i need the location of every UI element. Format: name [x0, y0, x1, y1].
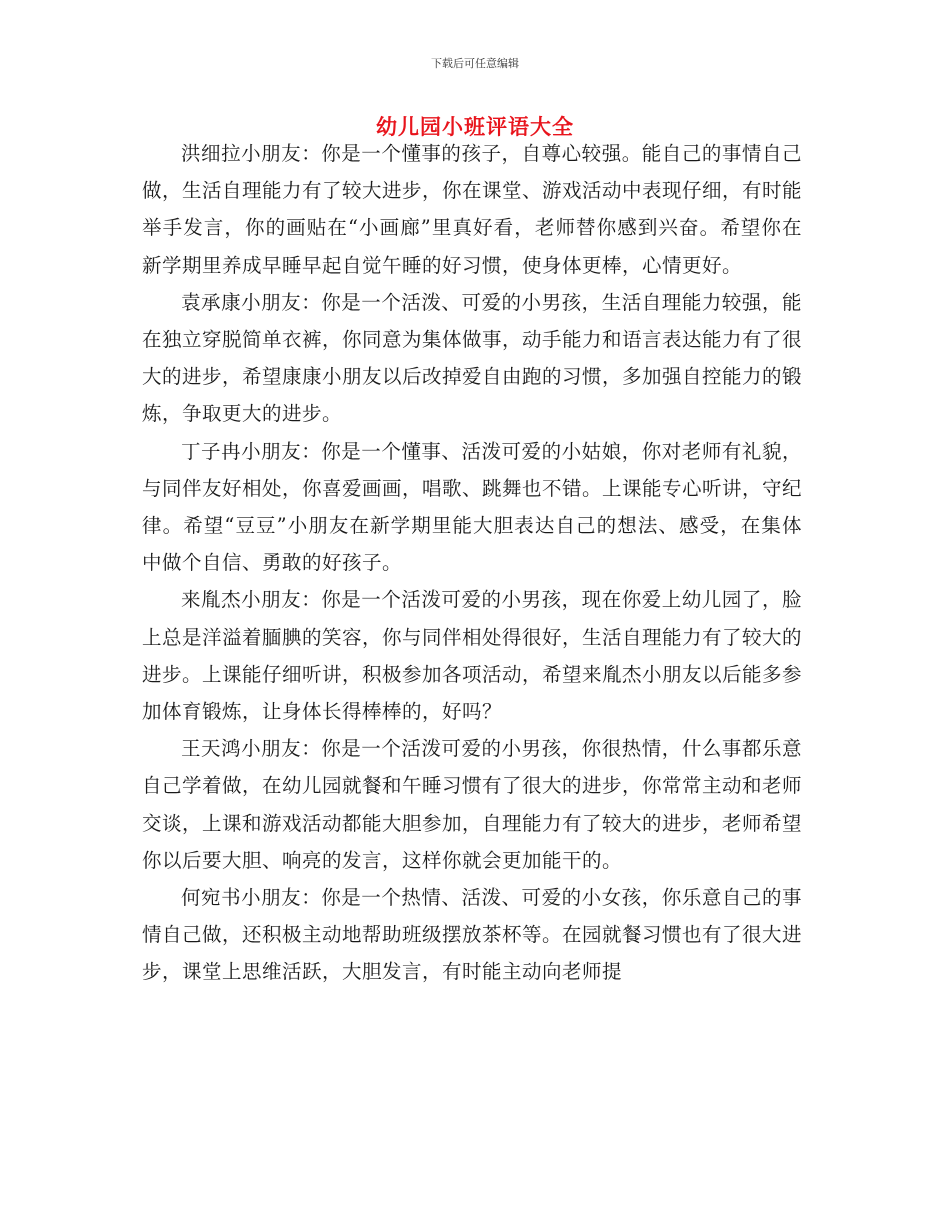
- paragraph: 何宛书小朋友：你是一个热情、活泼、可爱的小女孩，你乐意自己的事情自己做，还积极主动地帮助班级摆放茶杯等。在园就餐习惯也有了很大进步，课堂上思维活跃，大胆发言，有时能主动向老师提: [142, 886, 803, 984]
- paragraph: 来胤杰小朋友：你是一个活泼可爱的小男孩，现在你爱上幼儿园了，脸上总是洋溢着腼腆的笑容，你与同伴相处得很好，生活自理能力有了较大的进步。上课能仔细听讲，积极参加各项活动，希望来胤杰小朋友以后能多参加体育锻炼，让身体长得棒棒的，好吗？: [142, 588, 803, 724]
- header-note: 下载后可任意编辑: [431, 57, 519, 70]
- document-title: 幼儿园小班评语大全: [376, 115, 574, 139]
- paragraph: 洪细拉小朋友：你是一个懂事的孩子，自尊心较强。能自己的事情自己做，生活自理能力有了较大进步，你在课堂、游戏活动中表现仔细，有时能举手发言，你的画贴在“小画廊”里真好看，老师替你感到兴奋。希望你在新学期里养成早睡早起自觉午睡的好习惯，使身体更棒，心情更好。: [142, 142, 803, 277]
- paragraph: 袁承康小朋友：你是一个活泼、可爱的小男孩，生活自理能力较强，能在独立穿脱简单衣裤，你同意为集体做事，动手能力和语言表达能力有了很大的进步，希望康康小朋友以后改掉爱自由跑的习惯，多加强自控能力的锻炼，争取更大的进步。: [142, 290, 803, 426]
- paragraph: 王天鸿小朋友：你是一个活泼可爱的小男孩，你很热情，什么事都乐意自己学着做，在幼儿园就餐和午睡习惯有了很大的进步，你常常主动和老师交谈，上课和游戏活动都能大胆参加，自理能力有了较大的进步，老师希望你以后要大胆、响亮的发言，这样你就会更加能干的。: [142, 737, 803, 872]
- document-body: [142, 135, 802, 991]
- paragraph: 丁子冉小朋友：你是一个懂事、活泼可爱的小姑娘，你对老师有礼貌，与同伴友好相处，你喜爱画画，唱歌、跳舞也不错。上课能专心听讲，守纪律。希望“豆豆”小朋友在新学期里能大胆表达自己的想法、感受，在集体中做个自信、勇敢的好孩子。: [142, 439, 803, 575]
